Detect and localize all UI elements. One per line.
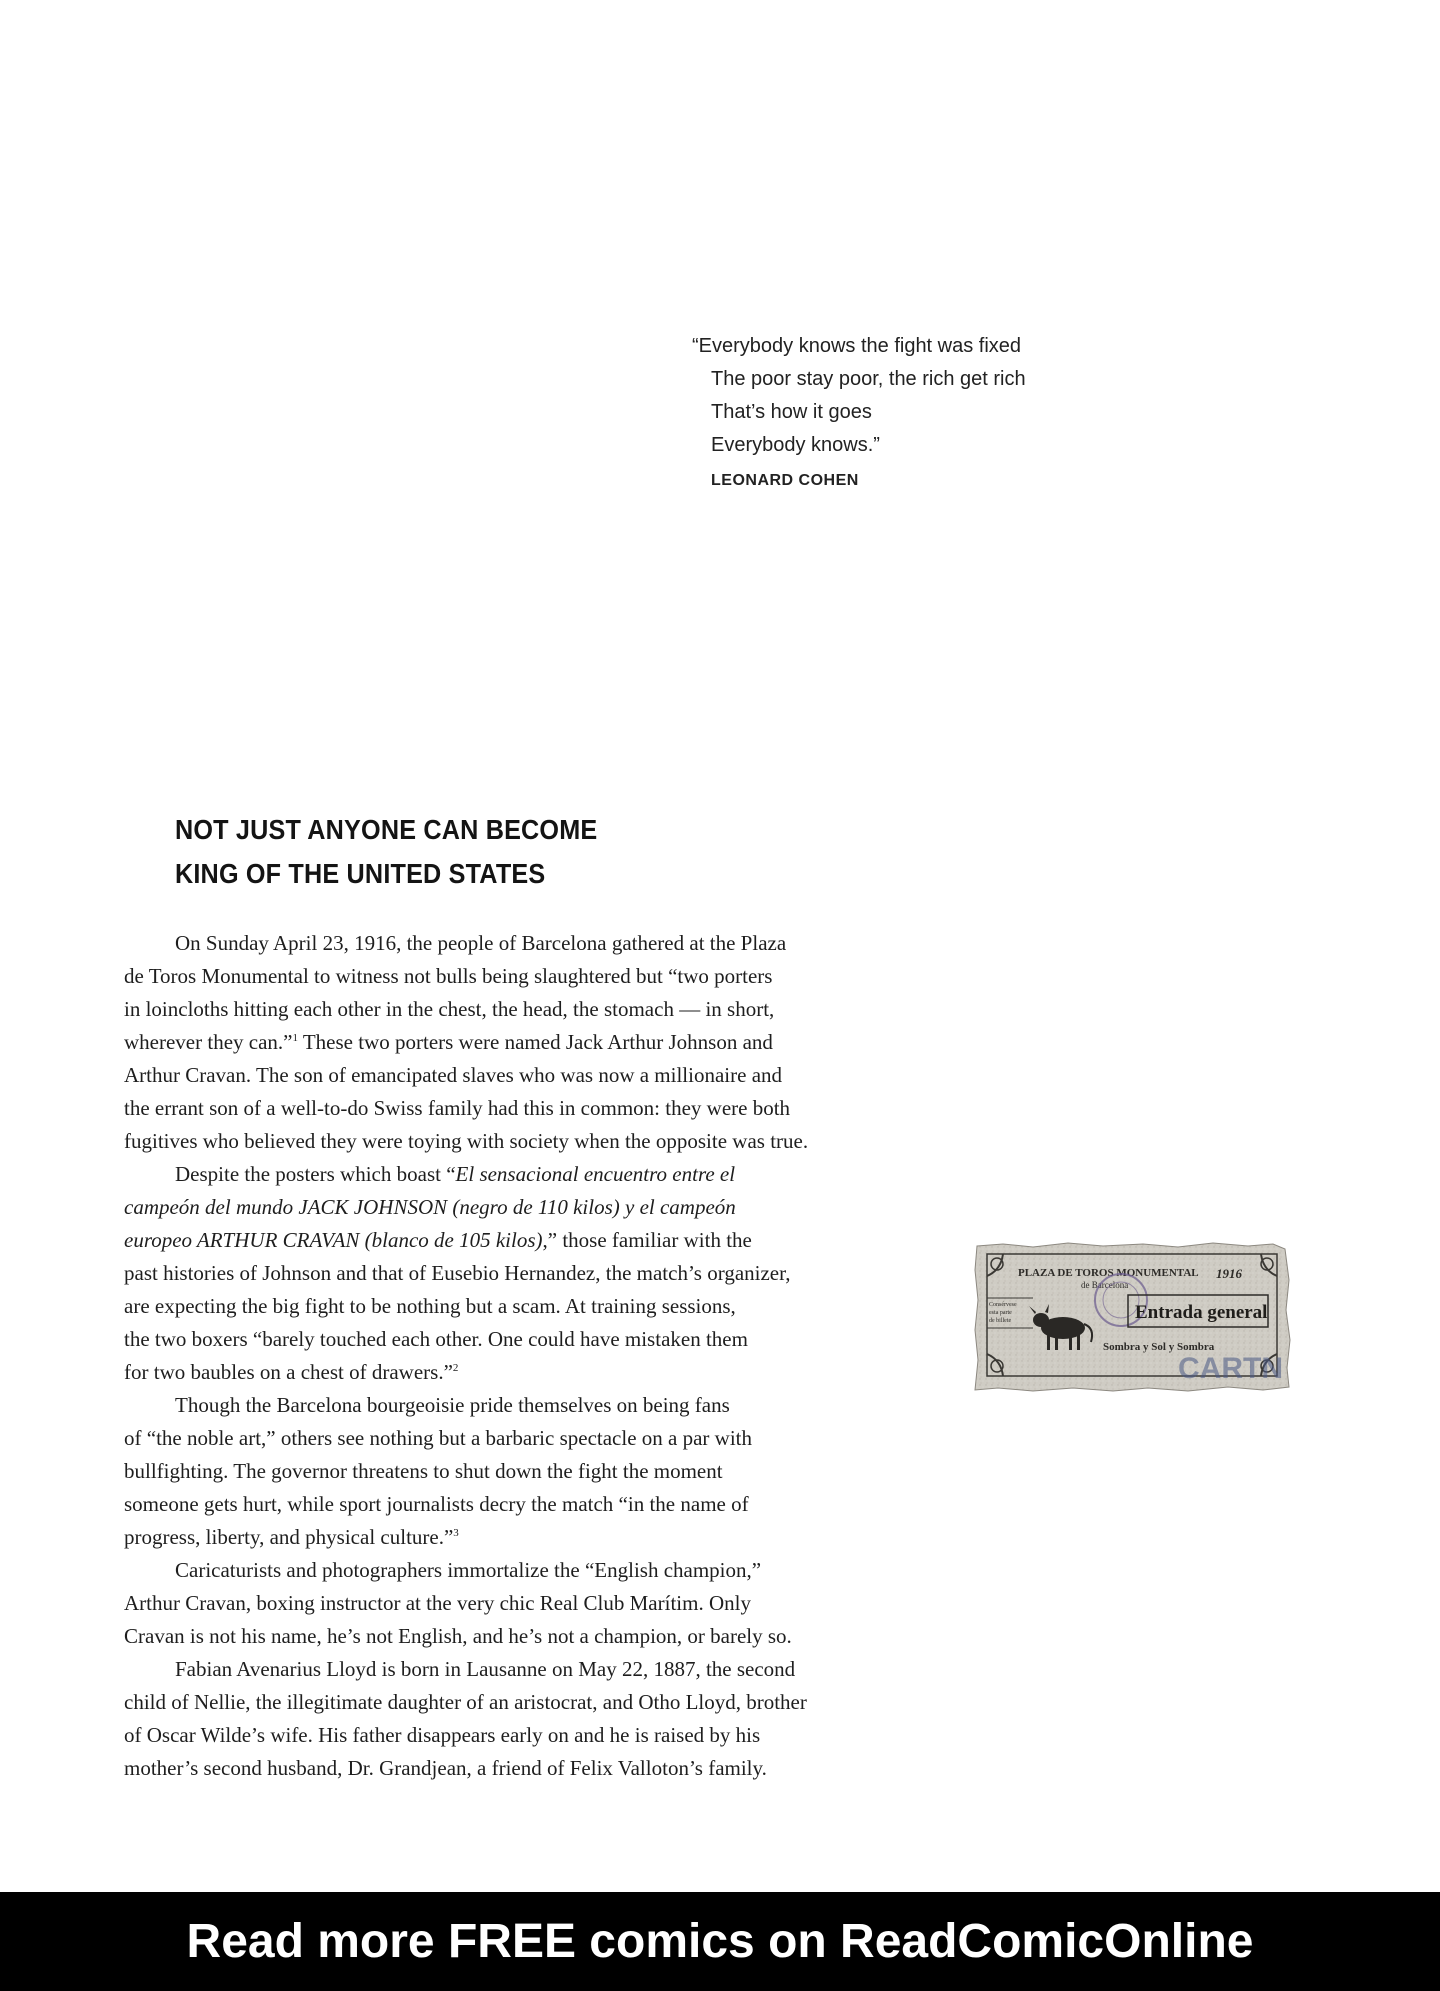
- text-line: [124, 1224, 924, 1257]
- promo-banner[interactable]: Read more FREE comics on ReadComicOnline: [0, 1892, 1440, 1991]
- text-line: child of Nellie, the illegitimate daughter of an aristocrat, and Otho Lloyd, brother: [124, 1690, 807, 1714]
- ticket-section: Sombra y Sol y Sombra: [1103, 1341, 1215, 1353]
- ticket-note-line: esta parte: [989, 1310, 1012, 1316]
- epigraph-author: LEONARD COHEN: [711, 472, 859, 489]
- ticket-note-line: de billete: [989, 1318, 1012, 1324]
- text-line: de Toros Monumental to witness not bulls being slaughtered but “two porters: [124, 964, 773, 988]
- text-line: On Sunday April 23, 1916, the people of Barcelona gathered at the Plaza: [175, 931, 787, 955]
- text-line: of “the noble art,” others see nothing but a barbaric spectacle on a par with: [124, 1426, 753, 1450]
- chapter-title-line-1: NOT JUST ANYONE CAN BECOME: [175, 814, 598, 845]
- text-line: bullfighting. The governor threatens to shut down the fight the moment: [124, 1459, 723, 1483]
- text-line: Fabian Avenarius Lloyd is born in Lausanne on May 22, 1887, the second: [175, 1657, 796, 1681]
- text-line: the errant son of a well-to-do Swiss family had this in common: they were both: [124, 1096, 791, 1120]
- text-fragment: wherever they can.”: [124, 1030, 293, 1054]
- italic-fragment: europeo ARTHUR CRAVAN (blanco de 105 kilos): [124, 1228, 543, 1252]
- chapter-title: [175, 808, 805, 896]
- text-line: [124, 1521, 924, 1554]
- ticket-stamp: CARTN: [1178, 1352, 1283, 1385]
- ticket-venue: PLAZA DE TOROS MONUMENTAL: [1018, 1267, 1199, 1279]
- text-line: in loincloths hitting each other in the chest, the head, the stomach — in short,: [124, 997, 775, 1021]
- text-line: Arthur Cravan. The son of emancipated slaves who was now a millionaire and: [124, 1063, 783, 1087]
- epigraph-line: That’s how it goes: [711, 401, 872, 423]
- footnote-ref-2: 2: [452, 1362, 459, 1374]
- italic-fragment: El sensacional encuentro entre el: [455, 1162, 736, 1186]
- epigraph-line: “Everybody knows the fight was fixed: [692, 335, 1022, 357]
- epigraph-line: The poor stay poor, the rich get rich: [711, 368, 1026, 390]
- text-line: are expecting the big fight to be nothing but a scam. At training sessions,: [124, 1294, 736, 1318]
- ticket-admission: Entrada general: [1135, 1302, 1268, 1323]
- ticket-city: de Barcelona: [1081, 1280, 1129, 1290]
- text-line: someone gets hurt, while sport journalists decry the match “in the name of: [124, 1492, 749, 1516]
- footnote-ref-3: 3: [453, 1527, 459, 1539]
- text-line: Cravan is not his name, he’s not English, and he’s not a champion, or barely so.: [124, 1624, 792, 1648]
- text-line: of Oscar Wilde’s wife. His father disappears early on and he is raised by his: [124, 1723, 761, 1747]
- text-line: past histories of Johnson and that of Eusebio Hernandez, the match’s organizer,: [124, 1261, 791, 1285]
- body-text: [124, 927, 924, 1785]
- text-line: [124, 1026, 924, 1059]
- text-line: fugitives who believed they were toying with society when the opposite was true.: [124, 1129, 809, 1153]
- text-fragment: for two baubles on a chest of drawers.”: [124, 1360, 453, 1384]
- chapter-title-line-2: KING OF THE UNITED STATES: [175, 858, 546, 889]
- epigraph: [692, 330, 1212, 497]
- text-fragment: ,” those familiar with the: [542, 1228, 752, 1252]
- text-line: the two boxers “barely touched each other. One could have mistaken them: [124, 1327, 748, 1351]
- text-line: Arthur Cravan, boxing instructor at the very chic Real Club Marítim. Only: [124, 1591, 751, 1615]
- text-line: [124, 1158, 924, 1191]
- bullring-ticket-image: [973, 1240, 1293, 1395]
- text-line: Though the Barcelona bourgeoisie pride themselves on being fans: [175, 1393, 730, 1417]
- text-line: Caricaturists and photographers immortalize the “English champion,”: [175, 1558, 762, 1582]
- ticket-note-line: Consérvese: [989, 1302, 1017, 1308]
- text-line: [124, 1356, 924, 1389]
- ticket-year: 1916: [1216, 1266, 1242, 1281]
- text-fragment: Despite the posters which boast “: [175, 1162, 456, 1186]
- text-line: mother’s second husband, Dr. Grandjean, a friend of Felix Valloton’s family.: [124, 1756, 767, 1780]
- text-fragment: These two porters were named Jack Arthur Johnson and: [297, 1030, 773, 1054]
- text-line: [124, 1191, 924, 1224]
- footnote-ref-1: 1: [292, 1032, 298, 1044]
- text-fragment: progress, liberty, and physical culture.”: [124, 1525, 454, 1549]
- epigraph-line: Everybody knows.”: [711, 434, 880, 456]
- italic-fragment: campeón del mundo JACK JOHNSON (negro de 110 kilos) y el campeón: [124, 1195, 736, 1219]
